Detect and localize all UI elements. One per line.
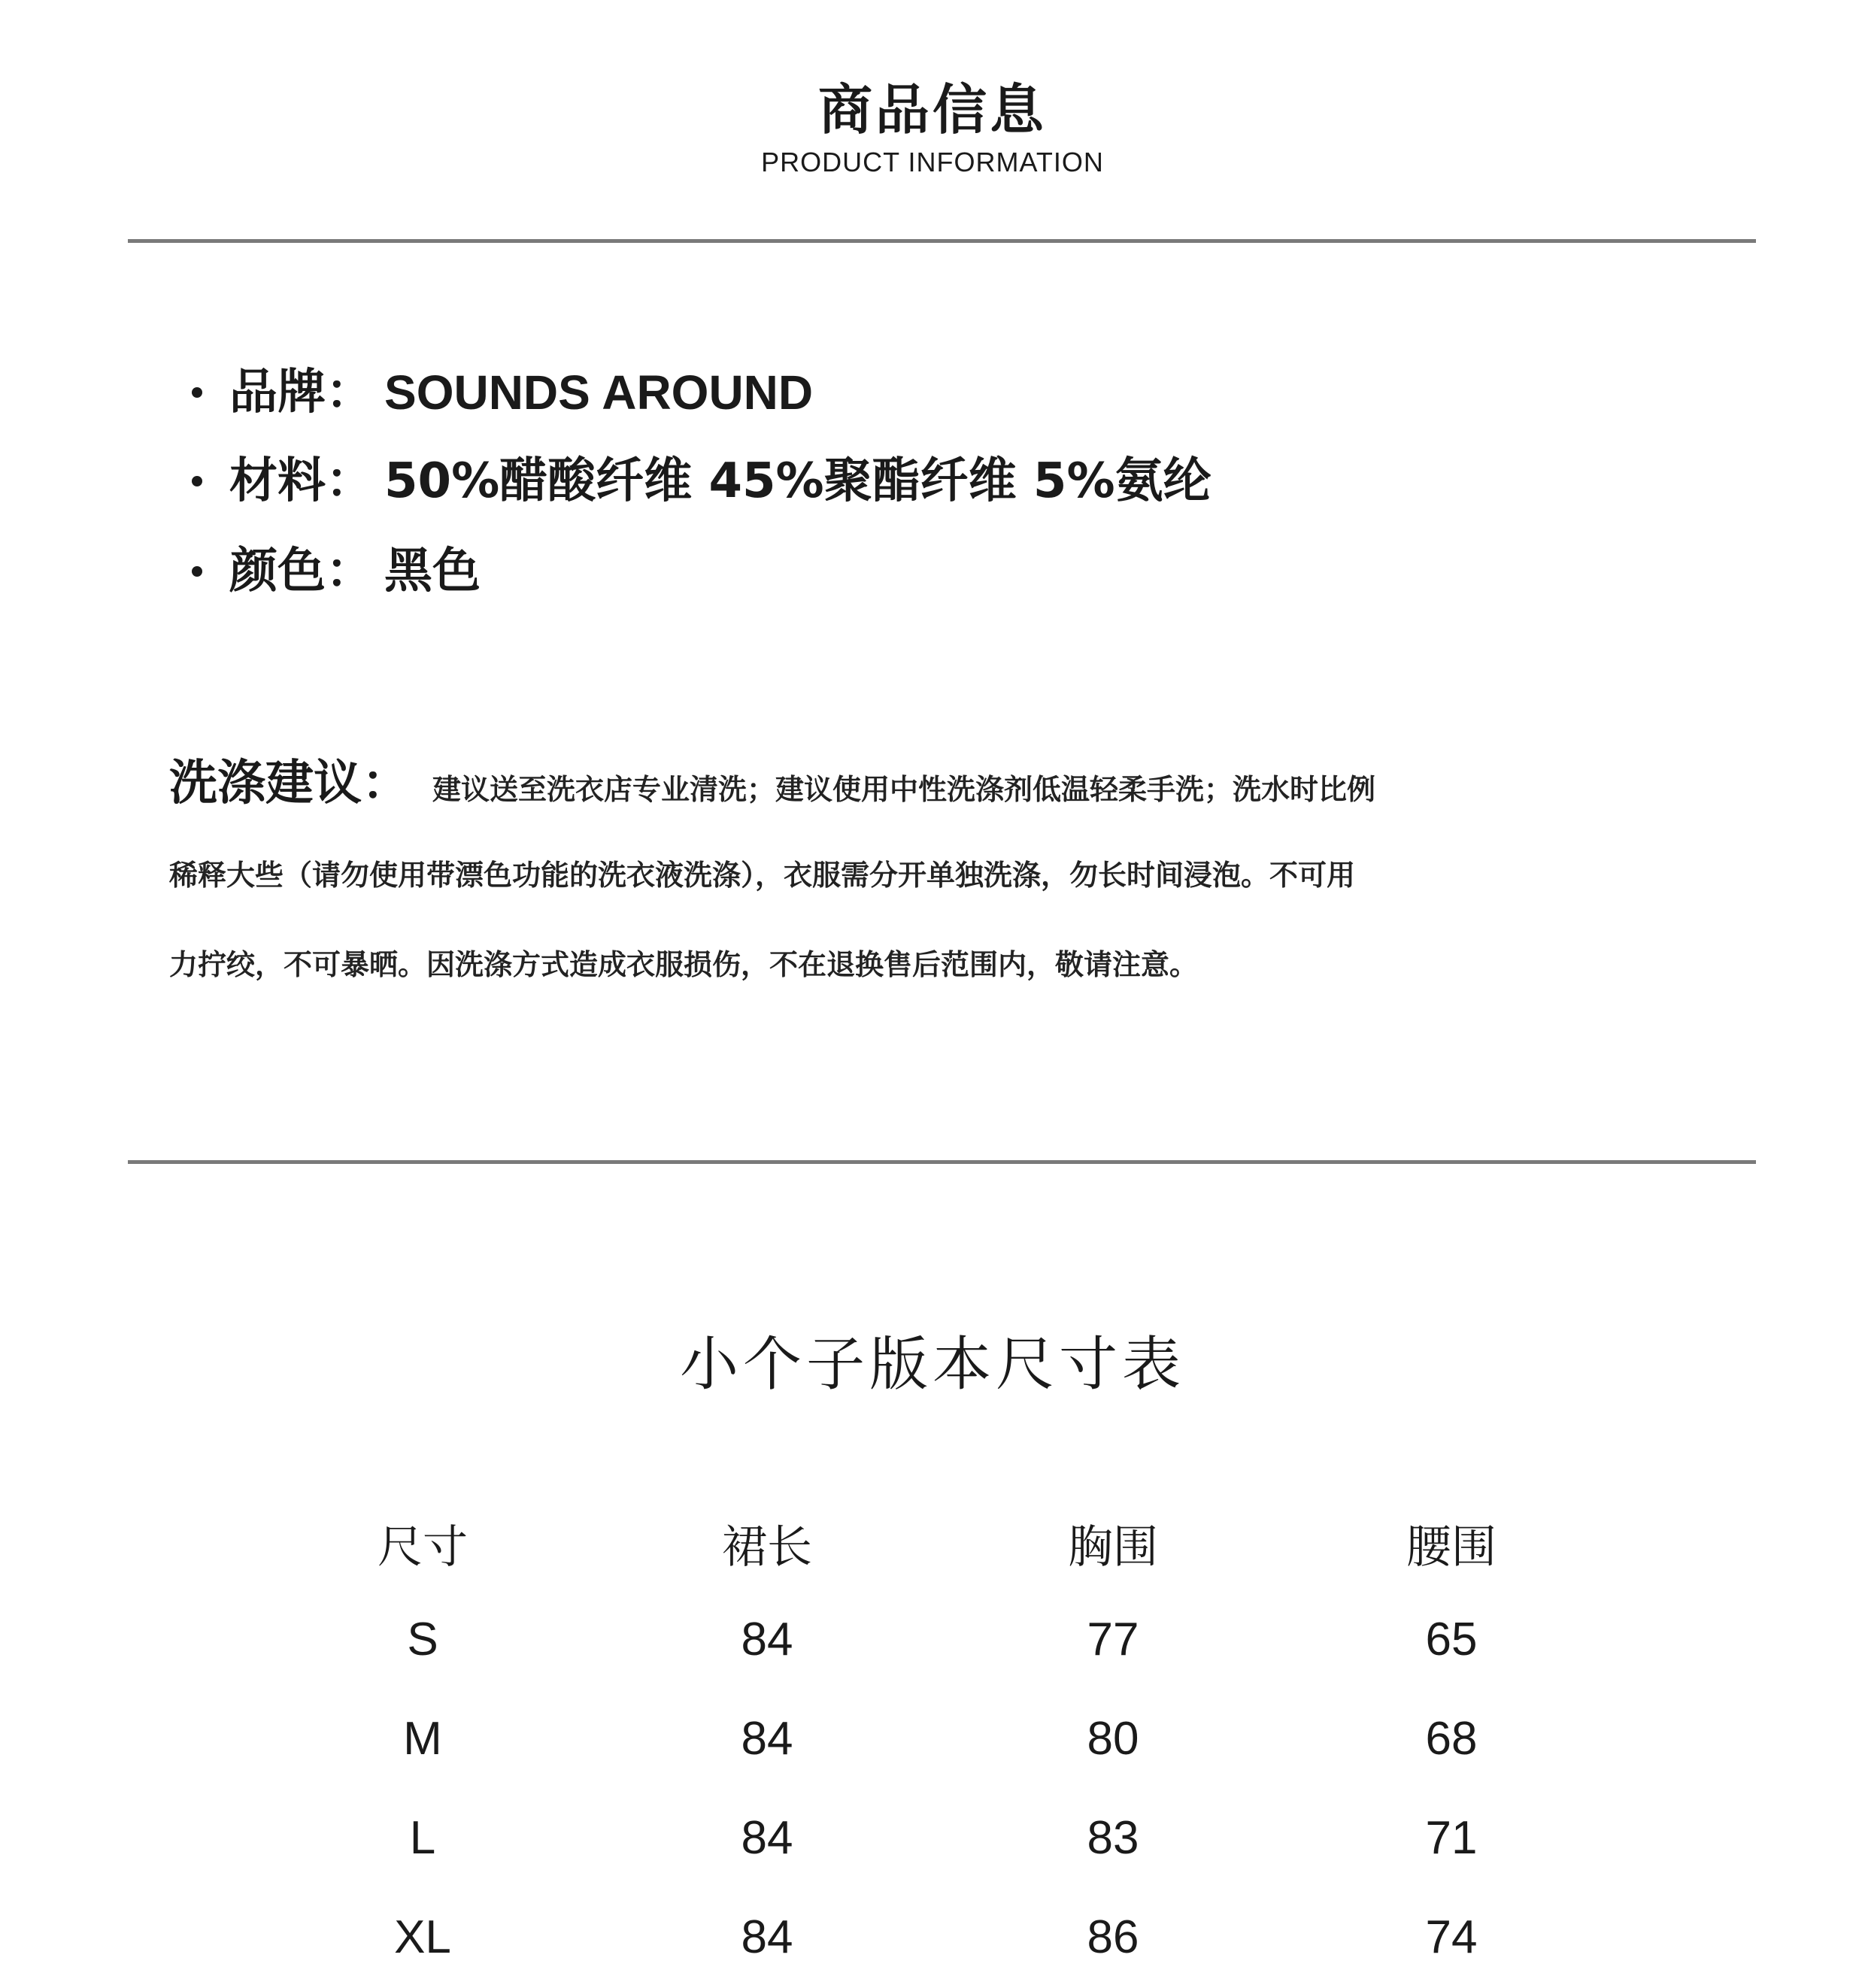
table-cell: 84 xyxy=(741,1614,793,1665)
table-cell: 80 xyxy=(1087,1713,1139,1765)
table-cell: XL xyxy=(394,1911,451,1963)
bullet-icon xyxy=(192,476,202,486)
table-cell: 84 xyxy=(741,1713,793,1765)
table-cell: M xyxy=(403,1713,442,1765)
table-cell: 83 xyxy=(1087,1812,1139,1864)
washing-line-3: 力拧绞，不可暴晒。因洗涤方式造成衣服损伤，不在退换售后范围内，敬请注意。 xyxy=(169,948,1199,981)
color-label: 颜色： xyxy=(229,544,374,599)
header-length: 裙长 xyxy=(722,1521,812,1574)
table-cell: 74 xyxy=(1425,1911,1478,1963)
table-cell: 84 xyxy=(741,1911,793,1963)
bullet-icon xyxy=(192,566,202,577)
header-bust: 胸围 xyxy=(1068,1521,1158,1574)
info-brand xyxy=(192,362,813,423)
info-material xyxy=(192,451,1211,511)
table-cell: 68 xyxy=(1425,1713,1478,1765)
color-value: 黑色 xyxy=(384,544,481,599)
table-cell: L xyxy=(409,1812,436,1864)
washing-text-1: 建议送至洗衣店专业清洗；建议使用中性洗涤剂低温轻柔手洗；洗水时比例 xyxy=(432,773,1376,806)
table-cell: 65 xyxy=(1425,1614,1478,1665)
header-size: 尺寸 xyxy=(378,1521,468,1574)
top-divider xyxy=(128,239,1756,243)
washing-line-2: 稀释大些（请勿使用带漂色功能的洗衣液洗涤），衣服需分开单独洗涤，勿长时间浸泡。不可用 xyxy=(169,859,1356,892)
material-label: 材料： xyxy=(229,453,374,509)
table-cell: 86 xyxy=(1087,1911,1139,1963)
page-title: 商品信息 xyxy=(817,78,1047,141)
table-cell: 84 xyxy=(741,1812,793,1864)
brand-value: SOUNDS AROUND xyxy=(384,365,814,420)
washing-line-1 xyxy=(169,744,1375,814)
brand-label: 品牌： xyxy=(229,365,374,420)
header-waist: 腰围 xyxy=(1406,1521,1497,1574)
table-cell: 71 xyxy=(1425,1812,1478,1864)
size-chart-title: 小个子版本尺寸表 xyxy=(679,1331,1185,1399)
table-cell: 77 xyxy=(1087,1614,1139,1665)
washing-title: 洗涤建议： xyxy=(169,756,410,811)
table-cell: S xyxy=(407,1614,438,1665)
info-color xyxy=(192,541,481,602)
material-value: 50%醋酸纤维 45%聚酯纤维 5%氨纶 xyxy=(384,453,1211,509)
page-subtitle: PRODUCT INFORMATION xyxy=(761,147,1104,177)
middle-divider xyxy=(128,1160,1756,1164)
bullet-icon xyxy=(192,387,202,398)
